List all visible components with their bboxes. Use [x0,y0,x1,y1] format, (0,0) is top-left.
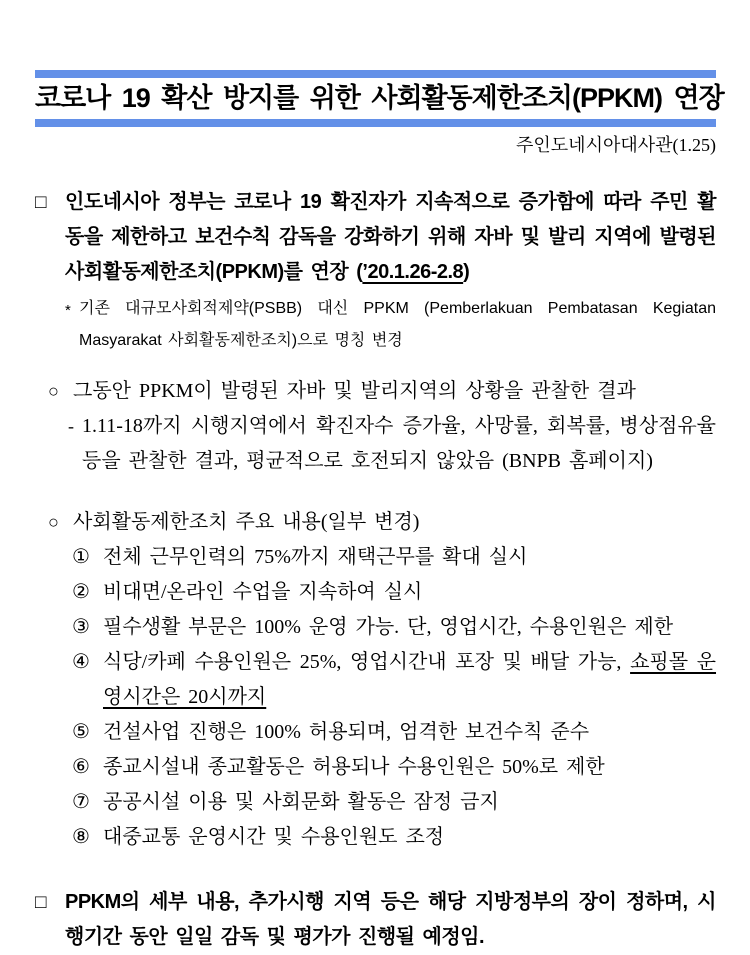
measures-heading-row [48,505,716,540]
list-item [72,820,716,855]
footnote [35,293,716,357]
measures-list [48,540,716,855]
circle-bullet-icon: ○ [48,381,59,401]
observation-heading-row [48,374,716,409]
title-bottom-rule [35,119,716,127]
title-banner [35,70,724,156]
circled-number-icon: ⑥ [72,756,90,778]
list-item [72,540,716,575]
circled-number-icon: ① [72,546,90,568]
closing-text: PPKM의 세부 내용, 추가시행 지역 등은 해당 지방정부의 장이 정하며, 시행기간 동안 일일 감독 및 평가가 진행될 예정임. [65,891,716,948]
square-bullet-icon: □ [35,892,46,913]
asterisk-icon: * [65,302,71,319]
list-item [72,785,716,820]
list-item-text: 공공시설 이용 및 사회문화 활동은 잠정 금지 [103,791,499,813]
observation-section [35,374,716,479]
closing-paragraph [35,885,716,955]
circle-bullet-icon: ○ [48,512,59,532]
list-item [72,715,716,750]
intro-text-main: 인도네시아 정부는 코로나 19 확진자가 지속적으로 증가함에 따라 주민 활동을 제한하고 보건수칙 감독을 강화하기 위해 자바 및 발리 지역에 발령된 사회활동제한조치(PPKM)를 연장 ( [65,191,716,283]
observation-detail-row [48,409,716,479]
intro-date-range: ’20.1.26-2.8 [362,261,464,283]
circled-number-icon: ⑤ [72,721,90,743]
footnote-text: 기존 대규모사회적제약(PSBB) 대신 PPKM (Pemberlakuan Pembatasan Kegiatan Masyarakat 사회활동제한조치)으로 명칭 변경 [79,300,716,349]
circled-number-icon: ③ [72,616,90,638]
circled-number-icon: ⑧ [72,826,90,848]
list-item [72,610,716,645]
title-top-rule [35,70,716,78]
observation-detail: 1.11-18까지 시행지역에서 확진자수 증가율, 사망률, 회복률, 병상점유율 등을 관찰한 결과, 평균적으로 호전되지 않았음 (BNPB 홈페이지) [82,415,716,472]
list-item-text: 전체 근무인력의 75%까지 재택근무를 확대 실시 [103,546,528,568]
circled-number-icon: ② [72,581,90,603]
list-item-text: 필수생활 부문은 100% 운영 가능. 단, 영업시간, 수용인원은 제한 [103,616,674,638]
circled-number-icon: ⑦ [72,791,90,813]
list-item [72,645,716,715]
list-item-text-main: 식당/카페 수용인원은 25%, 영업시간내 포장 및 배달 가능, [103,651,631,673]
list-item-text: 대중교통 운영시간 및 수용인원도 조정 [103,826,445,848]
list-item-text-underlined: 쇼핑몰 운영시간은 20시까지 [103,651,717,708]
page-title: 코로나 19 확산 방지를 위한 사회활동제한조치(PPKM) 연장 [35,83,724,113]
list-item-text: 비대면/온라인 수업을 지속하여 실시 [103,581,423,603]
circled-number-icon: ④ [72,651,90,673]
list-item-text: 종교시설내 종교활동은 허용되나 수용인원은 50%로 제한 [103,756,605,778]
list-item-text: 건설사업 진행은 100% 허용되며, 엄격한 보건수칙 준수 [103,721,590,743]
list-item [72,750,716,785]
list-item-text [103,645,716,715]
issuer-byline: 주인도네시아대사관(1.25) [516,135,716,155]
intro-text-suffix: ) [463,261,470,283]
square-bullet-icon: □ [35,192,46,213]
dash-bullet-icon: - [68,416,74,436]
measures-section [35,505,716,855]
intro-paragraph [35,185,716,290]
measures-heading: 사회활동제한조치 주요 내용(일부 변경) [73,511,420,533]
observation-heading: 그동안 PPKM이 발령된 자바 및 발리지역의 상황을 관찰한 결과 [73,380,636,402]
intro-text [65,185,716,290]
list-item [72,575,716,610]
